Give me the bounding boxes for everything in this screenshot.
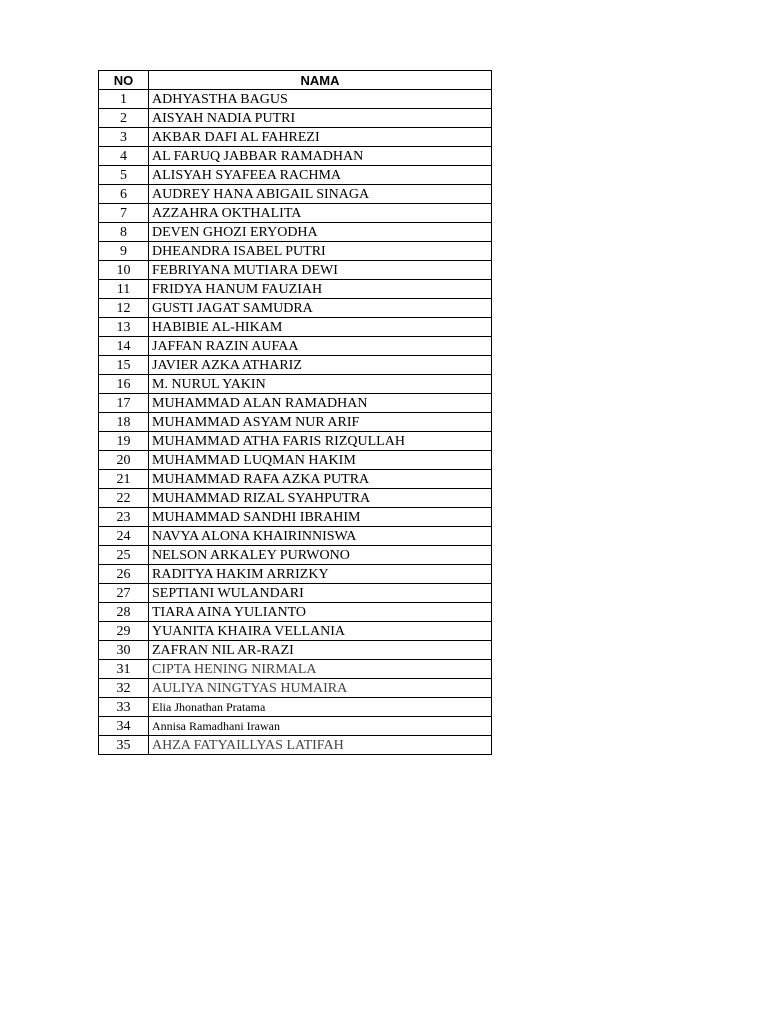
student-name: ADHYASTHA BAGUS <box>149 90 492 109</box>
table-row <box>99 261 492 280</box>
student-name: JAFFAN RAZIN AUFAA <box>149 337 492 356</box>
table-row <box>99 356 492 375</box>
row-number: 28 <box>99 603 149 622</box>
student-name: AKBAR DAFI AL FAHREZI <box>149 128 492 147</box>
student-name: DEVEN GHOZI ERYODHA <box>149 223 492 242</box>
table-row <box>99 603 492 622</box>
row-number: 13 <box>99 318 149 337</box>
row-number: 4 <box>99 147 149 166</box>
student-name: MUHAMMAD SANDHI IBRAHIM <box>149 508 492 527</box>
student-name: HABIBIE AL-HIKAM <box>149 318 492 337</box>
row-number: 14 <box>99 337 149 356</box>
table-row <box>99 451 492 470</box>
table-row <box>99 470 492 489</box>
row-number: 20 <box>99 451 149 470</box>
table-row <box>99 660 492 679</box>
row-number: 18 <box>99 413 149 432</box>
table-row <box>99 736 492 755</box>
row-number: 9 <box>99 242 149 261</box>
table-row <box>99 527 492 546</box>
column-header-nama: NAMA <box>149 71 492 90</box>
student-name: NAVYA ALONA KHAIRINNISWA <box>149 527 492 546</box>
student-name: Annisa Ramadhani Irawan <box>149 717 492 736</box>
row-number: 5 <box>99 166 149 185</box>
student-name: Elia Jhonathan Pratama <box>149 698 492 717</box>
student-name: AULIYA NINGTYAS HUMAIRA <box>149 679 492 698</box>
table-row <box>99 565 492 584</box>
row-number: 24 <box>99 527 149 546</box>
table-row <box>99 128 492 147</box>
student-roster-table <box>98 70 492 755</box>
row-number: 31 <box>99 660 149 679</box>
row-number: 3 <box>99 128 149 147</box>
table-row <box>99 280 492 299</box>
table-row <box>99 546 492 565</box>
student-name: MUHAMMAD ASYAM NUR ARIF <box>149 413 492 432</box>
student-name: JAVIER AZKA ATHARIZ <box>149 356 492 375</box>
student-name: MUHAMMAD RIZAL SYAHPUTRA <box>149 489 492 508</box>
student-name: M. NURUL YAKIN <box>149 375 492 394</box>
row-number: 21 <box>99 470 149 489</box>
table-row <box>99 432 492 451</box>
student-name: CIPTA HENING NIRMALA <box>149 660 492 679</box>
table-row <box>99 337 492 356</box>
table-row <box>99 318 492 337</box>
student-name: SEPTIANI WULANDARI <box>149 584 492 603</box>
row-number: 30 <box>99 641 149 660</box>
table-row <box>99 622 492 641</box>
student-name: GUSTI JAGAT SAMUDRA <box>149 299 492 318</box>
student-name: AL FARUQ JABBAR RAMADHAN <box>149 147 492 166</box>
student-name: MUHAMMAD RAFA AZKA PUTRA <box>149 470 492 489</box>
student-name: AUDREY HANA ABIGAIL SINAGA <box>149 185 492 204</box>
table-row <box>99 394 492 413</box>
student-name: YUANITA KHAIRA VELLANIA <box>149 622 492 641</box>
student-name: AHZA FATYAILLYAS LATIFAH <box>149 736 492 755</box>
row-number: 7 <box>99 204 149 223</box>
student-name: AZZAHRA OKTHALITA <box>149 204 492 223</box>
row-number: 10 <box>99 261 149 280</box>
table-row <box>99 204 492 223</box>
row-number: 19 <box>99 432 149 451</box>
row-number: 33 <box>99 698 149 717</box>
table-row <box>99 698 492 717</box>
table-row <box>99 679 492 698</box>
student-name: FEBRIYANA MUTIARA DEWI <box>149 261 492 280</box>
student-name: FRIDYA HANUM FAUZIAH <box>149 280 492 299</box>
row-number: 11 <box>99 280 149 299</box>
table-row <box>99 584 492 603</box>
table-row <box>99 413 492 432</box>
student-name: ZAFRAN NIL AR-RAZI <box>149 641 492 660</box>
row-number: 23 <box>99 508 149 527</box>
student-name: DHEANDRA ISABEL PUTRI <box>149 242 492 261</box>
row-number: 27 <box>99 584 149 603</box>
row-number: 25 <box>99 546 149 565</box>
table-header <box>99 71 492 90</box>
table-row <box>99 489 492 508</box>
row-number: 26 <box>99 565 149 584</box>
student-name: ALISYAH SYAFEEA RACHMA <box>149 166 492 185</box>
table-row <box>99 109 492 128</box>
table-row <box>99 166 492 185</box>
table-row <box>99 242 492 261</box>
table-row <box>99 147 492 166</box>
table-row <box>99 223 492 242</box>
table-body <box>99 90 492 755</box>
student-name: MUHAMMAD ATHA FARIS RIZQULLAH <box>149 432 492 451</box>
row-number: 15 <box>99 356 149 375</box>
student-name: MUHAMMAD LUQMAN HAKIM <box>149 451 492 470</box>
table-row <box>99 90 492 109</box>
row-number: 35 <box>99 736 149 755</box>
table-row <box>99 299 492 318</box>
row-number: 16 <box>99 375 149 394</box>
student-name: RADITYA HAKIM ARRIZKY <box>149 565 492 584</box>
table-row <box>99 375 492 394</box>
table-row <box>99 641 492 660</box>
student-name: MUHAMMAD ALAN RAMADHAN <box>149 394 492 413</box>
student-name: AISYAH NADIA PUTRI <box>149 109 492 128</box>
table-row <box>99 717 492 736</box>
row-number: 2 <box>99 109 149 128</box>
row-number: 12 <box>99 299 149 318</box>
header-row <box>99 71 492 90</box>
table-row <box>99 508 492 527</box>
row-number: 17 <box>99 394 149 413</box>
row-number: 6 <box>99 185 149 204</box>
row-number: 29 <box>99 622 149 641</box>
row-number: 34 <box>99 717 149 736</box>
row-number: 8 <box>99 223 149 242</box>
row-number: 32 <box>99 679 149 698</box>
column-header-no: NO <box>99 71 149 90</box>
student-name: NELSON ARKALEY PURWONO <box>149 546 492 565</box>
row-number: 22 <box>99 489 149 508</box>
table-row <box>99 185 492 204</box>
row-number: 1 <box>99 90 149 109</box>
student-name: TIARA AINA YULIANTO <box>149 603 492 622</box>
